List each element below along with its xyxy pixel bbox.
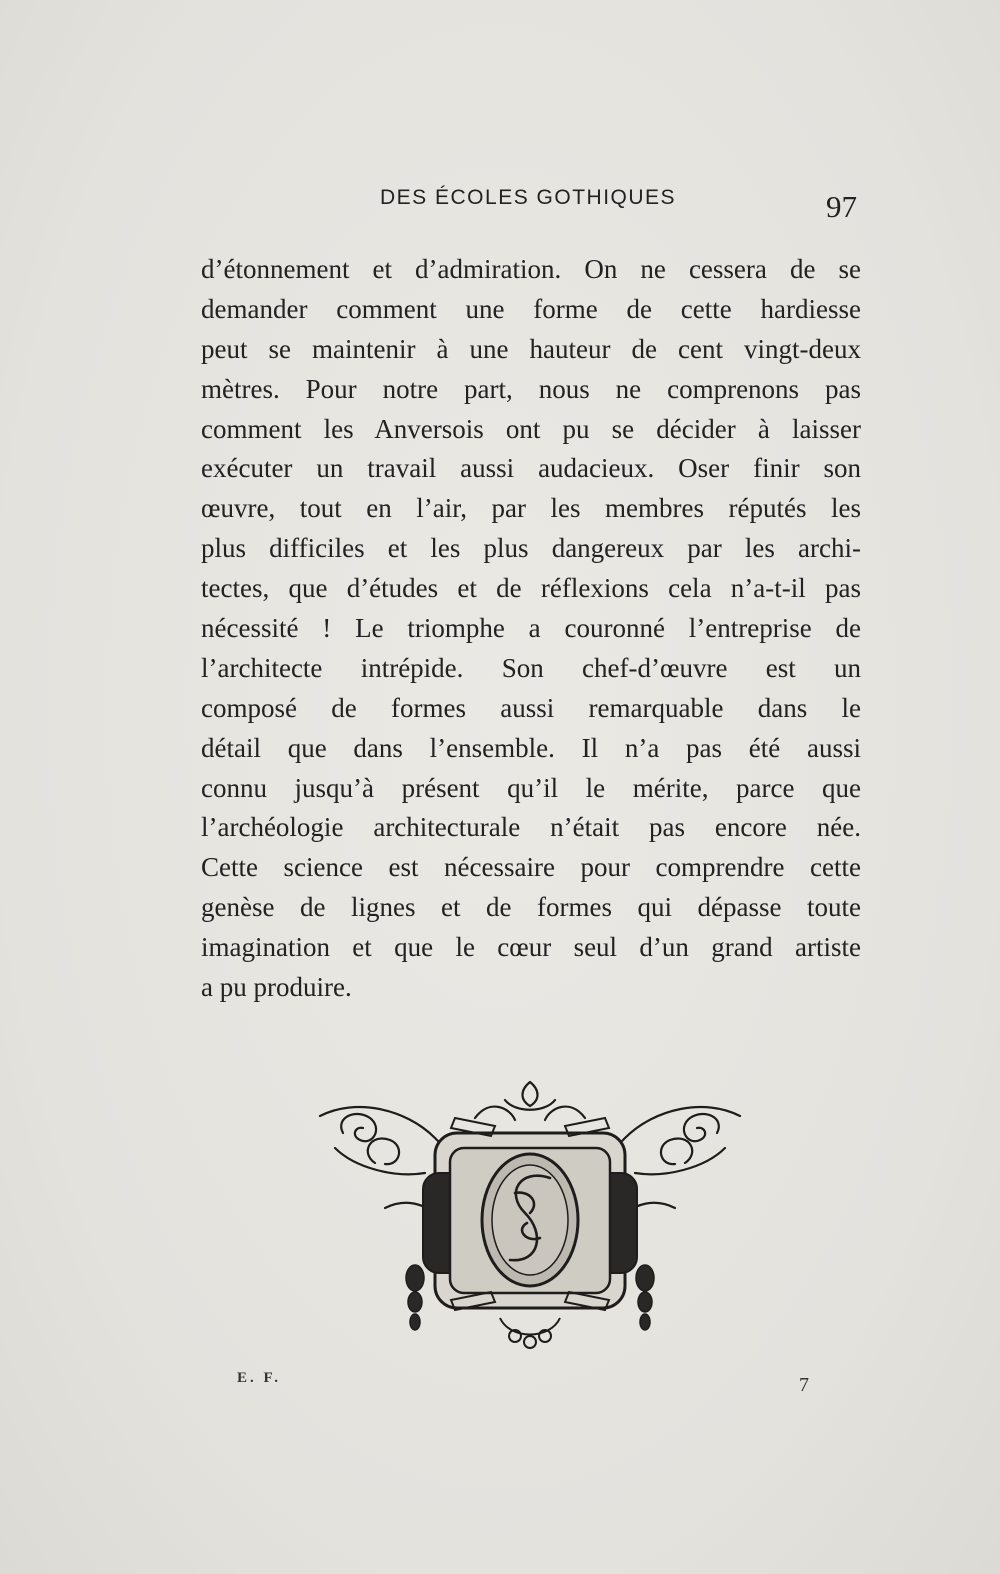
text-line: d’étonnement et d’admiration. On ne cessera de se (201, 254, 861, 284)
page-number: 97 (826, 189, 857, 224)
text-line: œuvre, tout en l’air, par les membres réputés les (201, 493, 861, 524)
text-line: imagination et que le cœur seul d’un grand artiste (201, 932, 861, 963)
text-line: Cette science est nécessaire pour comprendre cette (201, 852, 861, 883)
signature-mark: E. F. (237, 1370, 282, 1386)
text-line: mètres. Pour notre part, nous ne comprenons pas (201, 373, 861, 404)
text-line: demander comment une forme de cette hardiesse (201, 293, 861, 324)
text-line: tectes, que d’études et de réflexions cela n’a-t-il pas (201, 573, 861, 604)
text-line-last: a pu produire. (201, 972, 352, 1003)
text-line: l’architecte intrépide. Son chef-d’œuvre est un (201, 652, 861, 683)
text-line: connu jusqu’à présent qu’il le mérite, parce que (201, 772, 861, 803)
text-line: comment les Anversois ont pu se décider à laisser (201, 413, 861, 444)
text-line: composé de formes aussi remarquable dans le (201, 692, 861, 723)
text-line: nécessité ! Le triomphe a couronné l’entreprise de (201, 613, 861, 644)
text-line: détail que dans l’ensemble. Il n’a pas été aussi (201, 732, 861, 763)
text-line: l’archéologie architecturale n’était pas encore née. (201, 812, 861, 843)
text-line: peut se maintenir à une hauteur de cent vingt-deux (201, 333, 861, 364)
body-paragraph (201, 250, 861, 1008)
text-line: genèse de lignes et de formes qui dépasse toute (201, 892, 861, 923)
text-line: exécuter un travail aussi audacieux. Oser finir son (201, 453, 861, 484)
cul-de-lampe-ornament-icon (315, 1078, 745, 1356)
gathering-number: 7 (799, 1374, 809, 1396)
text-line: plus difficiles et les plus dangereux par les archi- (201, 533, 861, 564)
running-head: DES ÉCOLES GOTHIQUES (380, 186, 677, 209)
